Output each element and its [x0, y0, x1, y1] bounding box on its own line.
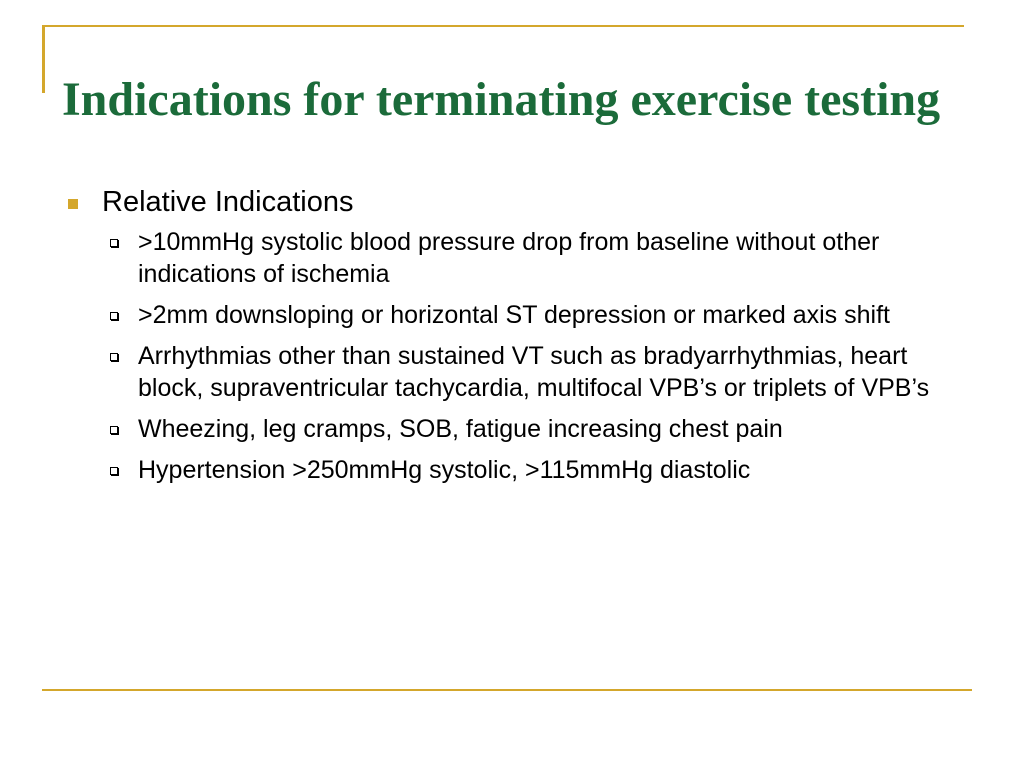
list-item — [64, 340, 964, 404]
slide-title: Indications for terminating exercise testing — [62, 73, 941, 127]
list-item — [64, 299, 964, 331]
title-frame-top-line — [42, 25, 964, 27]
list-item — [64, 413, 964, 445]
list-item — [64, 226, 964, 290]
hollow-square-bullet-icon — [110, 312, 118, 320]
list-item-text: Arrhythmias other than sustained VT such as bradyarrhythmias, heart block, supraventricular tachycardia, multifocal VPB’s or triplets of VPB’s — [138, 342, 930, 402]
slide-content — [64, 184, 964, 495]
hollow-square-bullet-icon — [110, 239, 118, 247]
title-frame-left-line — [42, 25, 45, 93]
list-item-text: Wheezing, leg cramps, SOB, fatigue increasing chest pain — [138, 415, 783, 443]
footer-divider-line — [42, 689, 972, 691]
relative-indications-list — [64, 226, 964, 486]
list-item-text: >2mm downsloping or horizontal ST depression or marked axis shift — [138, 301, 890, 329]
bullet-text: Relative Indications — [102, 186, 354, 218]
hollow-square-bullet-icon — [110, 426, 118, 434]
list-item-text: Hypertension >250mmHg systolic, >115mmHg diastolic — [138, 456, 751, 484]
list-item — [64, 454, 964, 486]
hollow-square-bullet-icon — [110, 353, 118, 361]
square-bullet-icon — [68, 199, 78, 209]
bullet-relative-indications — [64, 184, 964, 220]
list-item-text: >10mmHg systolic blood pressure drop from baseline without other indications of ischemia — [138, 228, 880, 288]
hollow-square-bullet-icon — [110, 467, 118, 475]
